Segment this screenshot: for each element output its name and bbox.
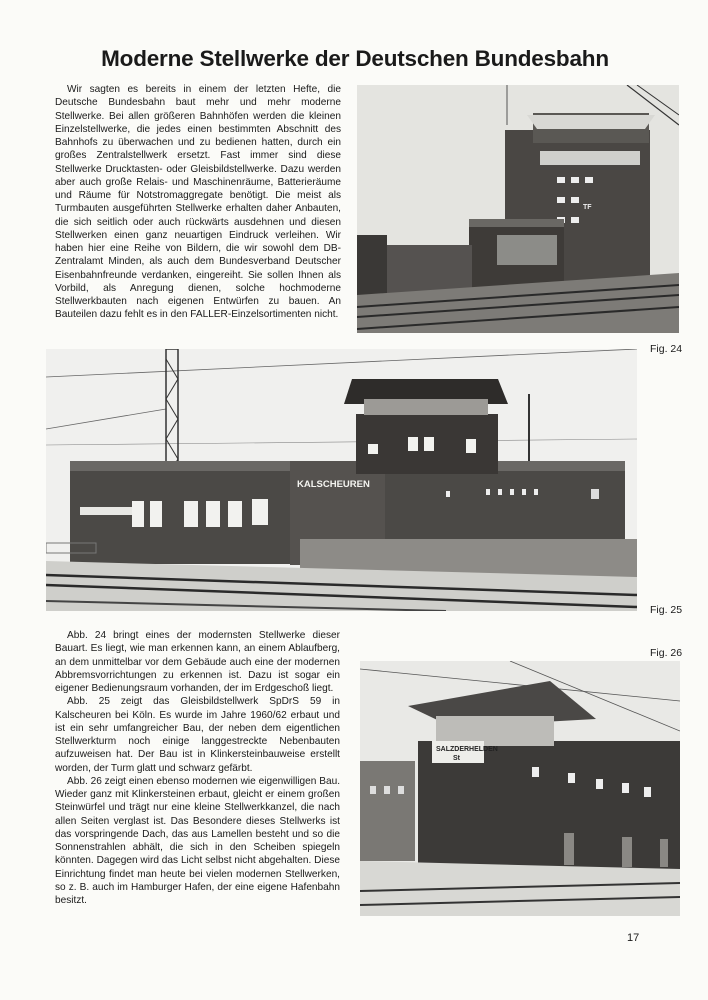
station-sign-salzderhelden: SALZDERHELDEN (436, 746, 498, 753)
caption-fig25: Fig. 25 (650, 604, 683, 616)
page-number: 17 (627, 932, 640, 944)
photo-fig25 (46, 349, 637, 611)
paragraph-abb24: Abb. 24 bringt eines der modernsten Stellwerke dieser Bauart. Es liegt, wie man erkennen kann, an einem Ablaufberg, an dem unmittelbar vor dem Gebäude auch eine der modernen Abbremsvorrichtungen zu erkennen ist. Dazu ist sogar ein eigener Bedienungsraum vorhanden, der im Erdgeschoß liegt. (55, 630, 340, 694)
photo-fig26 (360, 661, 680, 916)
article-column (55, 629, 340, 907)
page-title: Moderne Stellwerke der Deutschen Bundesbahn (101, 46, 609, 71)
caption-fig24: Fig. 24 (650, 343, 683, 355)
caption-fig26: Fig. 26 (650, 647, 683, 659)
photo-fig25-drawing (46, 349, 637, 611)
photo-fig24 (357, 85, 679, 333)
paragraph-abb26: Abb. 26 zeigt einen ebenso modernen wie eigenwilligen Bau. Wieder ganz mit Klinkersteinen erbaut, gleicht er einem großen Steinwürfel und trägt nur eine kleine Stellwerkkanzel, die nach allen Seiten verglast ist. Das Besondere dieses Stellwerks ist das vorspringende Dach, das aus Lamellen besteht und so die Sonnenstrahlen abhält, die sich in den Scheiben spiegeln könnten. Dagegen wird das Licht selbst nicht abgehalten. Diese Einrichtung findet man heute bei vielen modernen Stellwerken, so z. B. auch im Hamburger Hafen, der eine eigene Hafenbahn besitzt. (55, 775, 340, 906)
intro-column (55, 83, 341, 322)
photo-fig26-drawing (360, 661, 680, 916)
station-sign-kalscheuren: KALSCHEUREN (297, 479, 370, 490)
station-sign-st: St (453, 755, 460, 762)
photo-fig24-drawing (357, 85, 679, 333)
intro-paragraph: Wir sagten es bereits in einem der letzten Hefte, die Deutsche Bundesbahn baut mehr und mehr moderne Stellwerke. Bei allen größeren Bahnhöfen werden die kleinen Einzelstellwerke, die jedes einen bestimmten Abschnitt des Bahnhofs zu überwachen und zu bedienen hatten, durch ein großes Zentralstellwerk ersetzt. Fast immer sind diese Stellwerke Drucktasten- oder Gleisbildstellwerke. Dazu werden aber auch große Relais- und Maschinenräume, Batterieräume und Räume für Notstromaggregate benötigt. Die meist als Turmbauten ausgeführten Stellwerke erhalten daher Anbauten, die sich seitlich oder auch rückwärts ausdehnen und diesen Stellwerken einen ganz neuartigen Eindruck verleihen. Wir haben hier eine Reihe von Bildern, die wir sowohl dem DB-Zentralamt Minden, als auch dem Bundesverband Deutscher Eisenbahnfreunde verdanken, eingereiht. Sie sollen Ihnen als Vorbild, als Anregung dienen, solche hochmoderne Stellwerkbauten nach eigenen Entwürfen zu bauen. An Bauteilen dazu fehlt es in den FALLER-Einzelsortimenten nicht. (55, 84, 341, 321)
paragraph-abb25: Abb. 25 zeigt das Gleisbildstellwerk SpDrS 59 in Kalscheuren bei Köln. Es wurde im Jahre 1960/62 erbaut und ist ein sehr umfangreicher Bau, der neben dem eigentlichen Stellwerkturm noch einige langgestreckte Nebenbauten aufzuweisen hat. Der Bau ist in Klinkersteinbauweise erstellt worden, der Turm glatt und schwarz gefärbt. (55, 696, 340, 774)
tower-mark-tf: TF (583, 204, 592, 211)
